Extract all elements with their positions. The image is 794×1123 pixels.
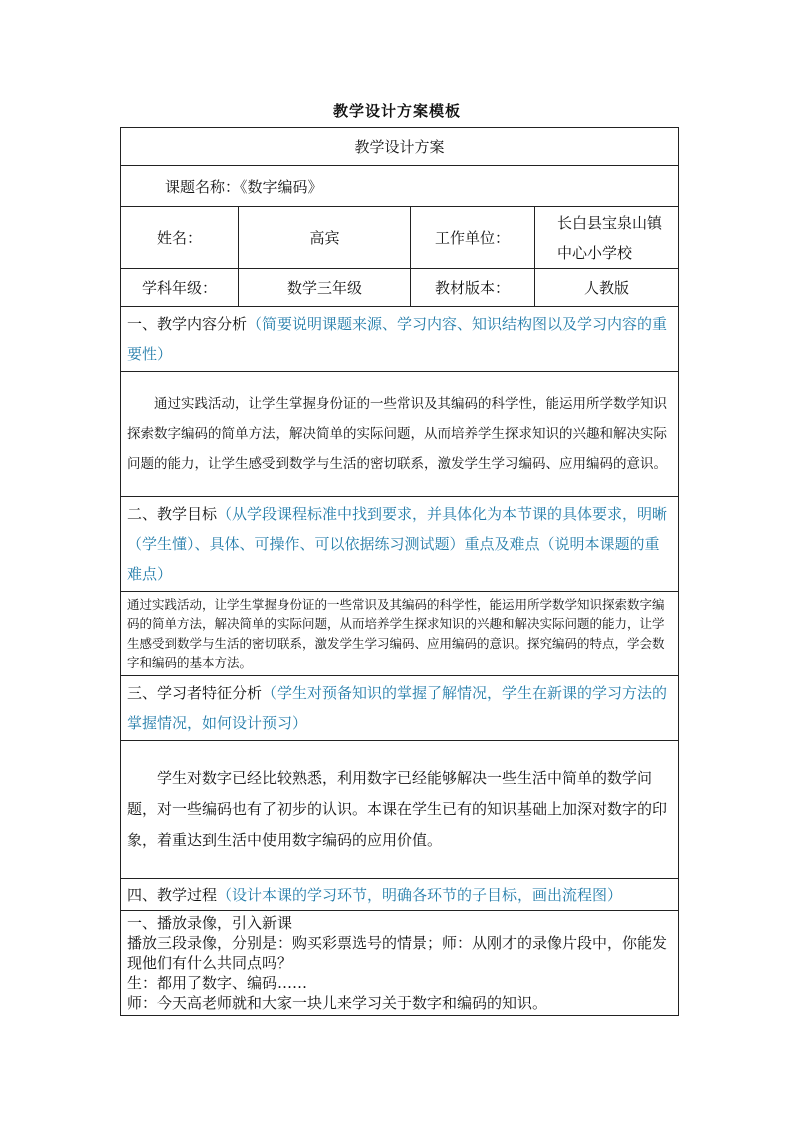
section3-heading-row [121, 676, 679, 741]
section1-heading-row [121, 307, 679, 372]
document-title: 教学设计方案模板 [332, 102, 461, 120]
grade-label: 学科年级： [121, 269, 239, 307]
section2-heading [121, 497, 679, 592]
table-header-row [121, 128, 679, 166]
section2-body-row [121, 592, 679, 676]
unit-value: 长白县宝泉山镇中心小学校 [535, 207, 679, 269]
section3-hint: （学生对预备知识的掌握了解情况，学生在新课的学习方法的掌握情况，如何设计预习） [127, 684, 668, 732]
edition-label: 教材版本： [411, 269, 535, 307]
unit-label: 工作单位： [411, 207, 535, 269]
table-header: 教学设计方案 [121, 128, 679, 166]
section4-hint: （设计本课的学习环节，明确各环节的子目标，画出流程图） [217, 885, 623, 904]
section3-title: 三、学习者特征分析 [127, 684, 263, 702]
course-value: 《数字编码》 [240, 177, 323, 196]
course-label: 课题名称： [165, 177, 241, 196]
section3-body-row [121, 741, 679, 879]
name-unit-row [121, 207, 679, 269]
section3-body: 学生对数字已经比较熟悉，利用数字已经能够解决一些生活中简单的数学问题，对一些编码也有了初步的认识。本课在学生已有的知识基础上加深对数字的印象，着重达到生活中使用数字编码的应用价值。 [121, 741, 679, 879]
section4-heading-row [121, 879, 679, 911]
lesson-plan-table [120, 127, 679, 1016]
section1-hint: （简要说明课题来源、学习内容、知识结构图以及学习内容的重要性） [127, 315, 668, 363]
process-line-1: 一、播放录像，引入新课 [127, 914, 293, 932]
section2-title: 二、教学目标 [127, 505, 218, 523]
section1-body: 通过实践活动，让学生掌握身份证的一些常识及其编码的科学性，能运用所学数学知识探索数字编码的简单方法，解决简单的实际问题，从而培养学生探求知识的兴趣和解决实际问题的能力，让学生感受到数学与生活的密切联系，激发学生学习编码、应用编码的意识。 [121, 372, 679, 497]
grade-edition-row [121, 269, 679, 307]
section4-body-row [121, 911, 679, 1016]
grade-value: 数学三年级 [239, 269, 411, 307]
section1-title: 一、教学内容分析 [127, 315, 248, 333]
process-line-2: 播放三段录像，分别是：购买彩票选号的情景；师：从刚才的录像片段中，你能发现他们有什么共同点吗？ [127, 934, 668, 972]
section2-hint: （从学段课程标准中找到要求，并具体化为本节课的具体要求，明晰（学生懂）、具体、可操作、可以依据练习测试题）重点及难点（说明本课题的重难点） [127, 505, 668, 583]
name-label: 姓名： [121, 207, 239, 269]
section1-body-row [121, 372, 679, 497]
name-value: 高宾 [239, 207, 411, 269]
section2-heading-row [121, 497, 679, 592]
process-line-4: 师：今天高老师就和大家一块儿来学习关于数字和编码的知识。 [127, 994, 548, 1012]
section4-body [121, 911, 679, 1016]
process-line-3: 生：都用了数字、编码…… [127, 974, 308, 992]
edition-value: 人教版 [535, 269, 679, 307]
course-cell [121, 166, 679, 207]
section3-heading [121, 676, 679, 741]
section4-title: 四、教学过程 [127, 885, 218, 904]
section1-heading [121, 307, 679, 372]
section4-heading [121, 879, 679, 911]
course-row [121, 166, 679, 207]
section2-body: 通过实践活动，让学生掌握身份证的一些常识及其编码的科学性，能运用所学数学知识探索数字编码的简单方法，解决简单的实际问题，从而培养学生探求知识的兴趣和解决实际问题的能力，让学生感受到数学与生活的密切联系，激发学生学习编码、应用编码的意识。探究编码的特点，学会数字和编码的基本方法。 [121, 592, 679, 676]
